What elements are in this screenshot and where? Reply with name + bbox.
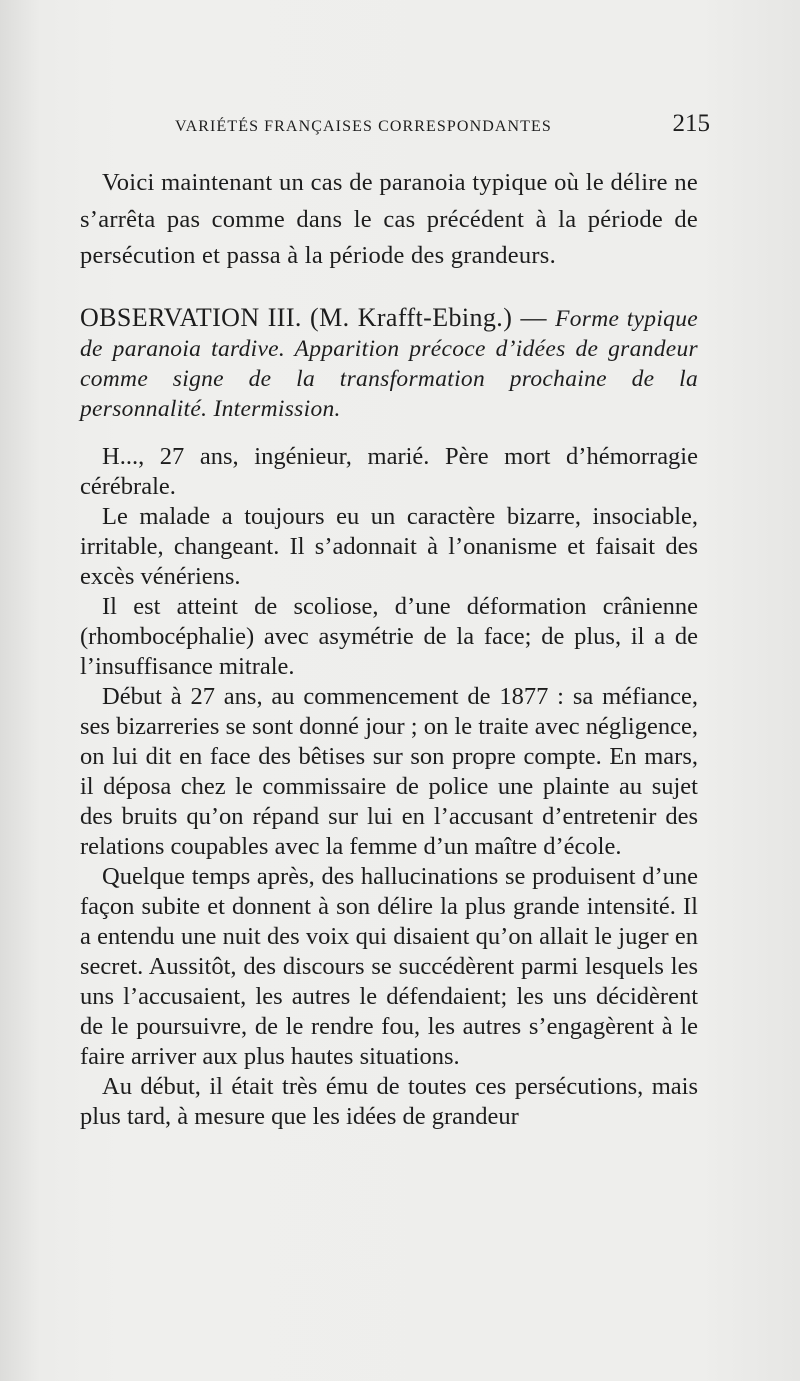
paragraph-4: Début à 27 ans, au commencement de 1877 : sa méfiance, ses bizarreries se sont donné jour ; on le traite avec négligence, on lui dit en face des bêtises sur son propre compte. En mars, il déposa chez le commissaire de police une plainte au sujet des bruits qu’on répand sur lui en l’accusant d’entretenir des relations coupables avec la femme d’un maître d’école. bbox=[80, 682, 698, 860]
paragraph-2: Le malade a toujours eu un caractère bizarre, insociable, irritable, changeant. Il s’adonnait à l’onanisme et faisait des excès vénériens. bbox=[80, 502, 698, 590]
observation-heading-block bbox=[80, 303, 698, 424]
paragraph-6: Au début, il était très ému de toutes ces persécutions, mais plus tard, à mesure que les idées de grandeur bbox=[80, 1072, 698, 1130]
page-number: 215 bbox=[672, 110, 710, 137]
observation-title: Forme typique de paranoia tardive. Apparition précoce d’idées de grandeur comme signe de la transformation prochaine de la personnalité. Intermission. bbox=[80, 305, 698, 422]
body-text bbox=[80, 165, 698, 1132]
paragraph-1: H..., 27 ans, ingénieur, marié. Père mort d’hémorragie cérébrale. bbox=[80, 442, 698, 500]
paragraph-5: Quelque temps après, des hallucinations se produisent d’une façon subite et donnent à son délire la plus grande intensité. Il a entendu une nuit des voix qui disaient qu’on allait le juger en secret. Aussitôt, des discours se succédèrent parmi lesquels les uns l’accusaient, les autres le défendaient; les uns décidèrent de le poursuivre, de le rendre fou, les autres s’engagèrent à le faire arriver aux plus hautes situations. bbox=[80, 862, 698, 1070]
observation-heading: OBSERVATION III. (M. Krafft-Ebing.) — bbox=[80, 302, 556, 332]
running-title: VARIÉTÉS FRANÇAISES CORRESPONDANTES bbox=[175, 118, 552, 135]
paragraph-3: Il est atteint de scoliose, d’une déformation crânienne (rhombocéphalie) avec asymétrie de la face; de plus, il a de l’insuffisance mitrale. bbox=[80, 592, 698, 680]
intro-paragraph: Voici maintenant un cas de paranoia typique où le délire ne s’arrêta pas comme dans le cas précédent à la période de persécution et passa à la période des grandeurs. bbox=[80, 169, 698, 269]
